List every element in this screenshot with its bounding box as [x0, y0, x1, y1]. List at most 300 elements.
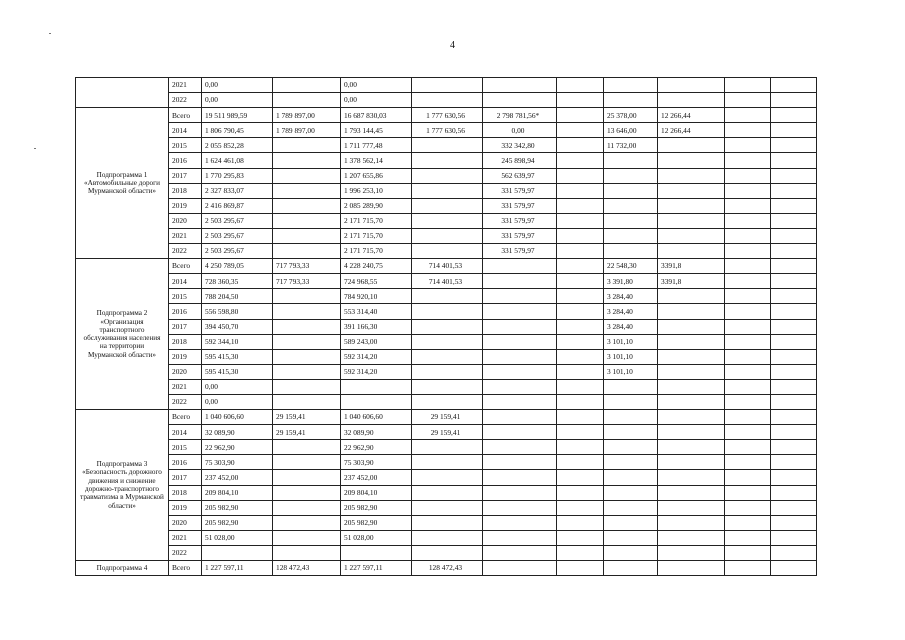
amount-cell	[658, 545, 725, 560]
amount-cell	[483, 485, 557, 500]
amount-cell	[557, 274, 604, 289]
amount-cell: 1 777 630,56	[412, 108, 483, 123]
amount-cell	[771, 561, 817, 576]
amount-cell: 51 028,00	[202, 530, 273, 545]
amount-cell	[725, 319, 771, 334]
amount-cell	[725, 455, 771, 470]
amount-cell	[725, 259, 771, 274]
table-row	[76, 500, 817, 515]
amount-cell: 1 793 144,45	[341, 123, 412, 138]
year-cell: 2021	[169, 228, 202, 243]
amount-cell	[557, 561, 604, 576]
table-row	[76, 108, 817, 123]
amount-cell	[483, 349, 557, 364]
table-row	[76, 228, 817, 243]
amount-cell	[725, 228, 771, 243]
year-cell: 2018	[169, 334, 202, 349]
amount-cell	[483, 274, 557, 289]
amount-cell: 553 314,40	[341, 304, 412, 319]
amount-cell	[725, 379, 771, 394]
amount-cell	[771, 319, 817, 334]
amount-cell: 237 452,00	[341, 470, 412, 485]
amount-cell: 11 732,00	[604, 138, 658, 153]
amount-cell: 0,00	[202, 379, 273, 394]
amount-cell	[771, 289, 817, 304]
amount-cell: 2 171 715,70	[341, 228, 412, 243]
amount-cell	[604, 485, 658, 500]
amount-cell	[771, 455, 817, 470]
amount-cell	[483, 319, 557, 334]
amount-cell	[557, 410, 604, 425]
amount-cell: 1 789 897,00	[273, 123, 341, 138]
amount-cell	[412, 304, 483, 319]
scan-speck	[49, 33, 51, 34]
amount-cell	[412, 530, 483, 545]
amount-cell	[725, 485, 771, 500]
amount-cell	[557, 515, 604, 530]
year-cell: 2017	[169, 319, 202, 334]
amount-cell	[557, 244, 604, 259]
amount-cell: 1 227 597,11	[202, 561, 273, 576]
amount-cell	[412, 244, 483, 259]
amount-cell: 29 159,41	[412, 410, 483, 425]
amount-cell	[483, 259, 557, 274]
amount-cell: 2 503 295,67	[202, 213, 273, 228]
amount-cell: 1 996 253,10	[341, 183, 412, 198]
year-cell: 2016	[169, 304, 202, 319]
amount-cell	[557, 425, 604, 440]
amount-cell	[725, 108, 771, 123]
amount-cell	[273, 440, 341, 455]
amount-cell	[658, 334, 725, 349]
amount-cell: 3 284,40	[604, 289, 658, 304]
amount-cell	[557, 153, 604, 168]
amount-cell	[483, 78, 557, 93]
amount-cell	[483, 334, 557, 349]
amount-cell: 724 968,55	[341, 274, 412, 289]
amount-cell	[771, 440, 817, 455]
amount-cell	[658, 304, 725, 319]
amount-cell	[273, 500, 341, 515]
amount-cell	[725, 244, 771, 259]
amount-cell	[202, 545, 273, 560]
amount-cell: 25 378,00	[604, 108, 658, 123]
amount-cell: 205 982,90	[341, 515, 412, 530]
year-cell: 2018	[169, 183, 202, 198]
amount-cell: 1 378 562,14	[341, 153, 412, 168]
amount-cell	[771, 93, 817, 108]
amount-cell: 205 982,90	[202, 515, 273, 530]
amount-cell	[658, 138, 725, 153]
amount-cell	[604, 440, 658, 455]
amount-cell	[725, 440, 771, 455]
amount-cell: 1 789 897,00	[273, 108, 341, 123]
year-cell: 2021	[169, 530, 202, 545]
amount-cell	[771, 349, 817, 364]
amount-cell	[725, 78, 771, 93]
amount-cell: 3 284,40	[604, 319, 658, 334]
amount-cell	[273, 168, 341, 183]
program-name-cell: Подпрограмма 3 «Безопасность дорожного движения и снижение дорожно-транспортного травматизма в Мурманской области»	[76, 410, 169, 561]
table-row	[76, 319, 817, 334]
amount-cell	[658, 93, 725, 108]
budget-table	[75, 77, 817, 576]
amount-cell	[725, 470, 771, 485]
amount-cell	[771, 545, 817, 560]
amount-cell	[604, 500, 658, 515]
year-cell: 2022	[169, 394, 202, 409]
amount-cell	[557, 319, 604, 334]
amount-cell	[725, 334, 771, 349]
program-name-cell: Подпрограмма 4	[76, 561, 169, 576]
amount-cell: 75 303,90	[202, 455, 273, 470]
amount-cell	[771, 410, 817, 425]
amount-cell	[725, 530, 771, 545]
table-row	[76, 168, 817, 183]
year-cell: 2019	[169, 198, 202, 213]
table-row	[76, 530, 817, 545]
amount-cell: 556 598,80	[202, 304, 273, 319]
amount-cell	[483, 440, 557, 455]
amount-cell	[557, 289, 604, 304]
amount-cell: 0,00	[202, 394, 273, 409]
amount-cell	[273, 349, 341, 364]
amount-cell	[273, 379, 341, 394]
table-row	[76, 78, 817, 93]
amount-cell	[658, 78, 725, 93]
amount-cell	[412, 470, 483, 485]
amount-cell	[658, 319, 725, 334]
year-cell: 2019	[169, 349, 202, 364]
year-cell: 2014	[169, 425, 202, 440]
amount-cell	[725, 561, 771, 576]
amount-cell: 562 639,97	[483, 168, 557, 183]
amount-cell	[483, 410, 557, 425]
amount-cell: 237 452,00	[202, 470, 273, 485]
amount-cell	[557, 364, 604, 379]
amount-cell: 2 503 295,67	[202, 244, 273, 259]
amount-cell	[273, 455, 341, 470]
year-cell: 2014	[169, 274, 202, 289]
amount-cell	[483, 425, 557, 440]
amount-cell	[412, 349, 483, 364]
amount-cell	[483, 455, 557, 470]
page-number: 4	[450, 40, 455, 51]
amount-cell	[557, 379, 604, 394]
amount-cell	[604, 78, 658, 93]
amount-cell	[725, 364, 771, 379]
amount-cell	[557, 108, 604, 123]
amount-cell	[771, 168, 817, 183]
amount-cell	[604, 213, 658, 228]
amount-cell	[604, 515, 658, 530]
year-cell: Всего	[169, 108, 202, 123]
amount-cell: 205 982,90	[341, 500, 412, 515]
amount-cell	[604, 425, 658, 440]
amount-cell	[604, 183, 658, 198]
amount-cell: 4 228 240,75	[341, 259, 412, 274]
amount-cell	[604, 410, 658, 425]
amount-cell	[273, 183, 341, 198]
amount-cell	[412, 394, 483, 409]
amount-cell	[725, 304, 771, 319]
amount-cell: 16 687 830,03	[341, 108, 412, 123]
year-cell: 2016	[169, 153, 202, 168]
amount-cell: 3 284,40	[604, 304, 658, 319]
amount-cell: 245 898,94	[483, 153, 557, 168]
amount-cell	[658, 289, 725, 304]
table-row	[76, 289, 817, 304]
amount-cell: 75 303,90	[341, 455, 412, 470]
amount-cell	[557, 440, 604, 455]
year-cell: 2021	[169, 379, 202, 394]
amount-cell	[273, 515, 341, 530]
amount-cell	[604, 168, 658, 183]
amount-cell	[273, 485, 341, 500]
amount-cell: 29 159,41	[273, 425, 341, 440]
amount-cell: 0,00	[341, 78, 412, 93]
year-cell: 2018	[169, 485, 202, 500]
amount-cell: 714 401,53	[412, 259, 483, 274]
amount-cell	[604, 455, 658, 470]
amount-cell	[771, 153, 817, 168]
amount-cell: 13 646,00	[604, 123, 658, 138]
amount-cell: 589 243,00	[341, 334, 412, 349]
amount-cell	[557, 349, 604, 364]
amount-cell	[483, 530, 557, 545]
amount-cell	[273, 364, 341, 379]
table-row	[76, 561, 817, 576]
budget-table-body	[76, 78, 817, 576]
amount-cell	[604, 93, 658, 108]
table-row	[76, 259, 817, 274]
year-cell: 2015	[169, 289, 202, 304]
amount-cell	[557, 470, 604, 485]
amount-cell	[412, 455, 483, 470]
table-row	[76, 198, 817, 213]
year-cell: 2014	[169, 123, 202, 138]
amount-cell	[557, 123, 604, 138]
amount-cell	[557, 530, 604, 545]
year-cell: 2020	[169, 364, 202, 379]
amount-cell	[658, 515, 725, 530]
amount-cell	[725, 183, 771, 198]
amount-cell	[725, 349, 771, 364]
amount-cell: 3391,8	[658, 259, 725, 274]
amount-cell	[725, 93, 771, 108]
amount-cell	[273, 319, 341, 334]
amount-cell	[658, 530, 725, 545]
amount-cell	[483, 470, 557, 485]
year-cell: 2019	[169, 500, 202, 515]
amount-cell	[557, 259, 604, 274]
amount-cell	[771, 108, 817, 123]
amount-cell	[412, 183, 483, 198]
amount-cell: 2 055 852,28	[202, 138, 273, 153]
amount-cell	[658, 485, 725, 500]
amount-cell	[273, 138, 341, 153]
amount-cell	[604, 470, 658, 485]
table-row	[76, 470, 817, 485]
amount-cell: 714 401,53	[412, 274, 483, 289]
amount-cell	[658, 394, 725, 409]
amount-cell: 717 793,33	[273, 274, 341, 289]
amount-cell	[771, 379, 817, 394]
amount-cell	[412, 485, 483, 500]
amount-cell	[604, 530, 658, 545]
amount-cell	[658, 455, 725, 470]
amount-cell	[771, 228, 817, 243]
amount-cell: 595 415,30	[202, 349, 273, 364]
year-cell: Всего	[169, 259, 202, 274]
amount-cell	[725, 198, 771, 213]
amount-cell	[273, 334, 341, 349]
amount-cell	[557, 213, 604, 228]
amount-cell	[483, 561, 557, 576]
amount-cell: 728 360,35	[202, 274, 273, 289]
amount-cell	[658, 244, 725, 259]
amount-cell: 0,00	[202, 78, 273, 93]
table-row	[76, 394, 817, 409]
amount-cell	[725, 138, 771, 153]
table-row	[76, 425, 817, 440]
amount-cell: 3 101,10	[604, 334, 658, 349]
amount-cell	[483, 304, 557, 319]
scan-speck	[34, 148, 36, 149]
amount-cell: 592 314,20	[341, 349, 412, 364]
table-row	[76, 379, 817, 394]
amount-cell	[725, 123, 771, 138]
amount-cell	[771, 274, 817, 289]
amount-cell	[658, 379, 725, 394]
table-row	[76, 485, 817, 500]
amount-cell	[658, 228, 725, 243]
amount-cell	[273, 153, 341, 168]
amount-cell: 209 804,10	[341, 485, 412, 500]
amount-cell	[557, 78, 604, 93]
amount-cell	[604, 379, 658, 394]
program-name-cell: Подпрограмма 1 «Автомобильные дороги Мурманской области»	[76, 108, 169, 259]
amount-cell: 32 089,90	[341, 425, 412, 440]
amount-cell	[725, 274, 771, 289]
amount-cell	[412, 379, 483, 394]
amount-cell: 391 166,30	[341, 319, 412, 334]
table-row	[76, 455, 817, 470]
amount-cell: 1 806 790,45	[202, 123, 273, 138]
amount-cell	[557, 455, 604, 470]
amount-cell	[725, 289, 771, 304]
amount-cell	[412, 500, 483, 515]
amount-cell: 394 450,70	[202, 319, 273, 334]
year-cell: 2017	[169, 470, 202, 485]
table-row	[76, 93, 817, 108]
amount-cell	[771, 78, 817, 93]
amount-cell: 1 227 597,11	[341, 561, 412, 576]
amount-cell	[658, 349, 725, 364]
amount-cell: 3 391,80	[604, 274, 658, 289]
amount-cell	[273, 244, 341, 259]
amount-cell	[725, 394, 771, 409]
amount-cell	[273, 304, 341, 319]
amount-cell	[658, 440, 725, 455]
amount-cell	[483, 364, 557, 379]
amount-cell	[725, 500, 771, 515]
year-cell: 2015	[169, 138, 202, 153]
year-cell: Всего	[169, 561, 202, 576]
amount-cell: 1 711 777,48	[341, 138, 412, 153]
amount-cell: 4 250 789,05	[202, 259, 273, 274]
amount-cell	[604, 153, 658, 168]
amount-cell	[273, 213, 341, 228]
table-row	[76, 364, 817, 379]
amount-cell: 1 777 630,56	[412, 123, 483, 138]
table-row	[76, 545, 817, 560]
amount-cell	[557, 334, 604, 349]
amount-cell: 2 503 295,67	[202, 228, 273, 243]
amount-cell: 32 089,90	[202, 425, 273, 440]
year-cell: 2020	[169, 515, 202, 530]
amount-cell	[412, 319, 483, 334]
amount-cell	[483, 500, 557, 515]
amount-cell	[771, 123, 817, 138]
amount-cell	[483, 379, 557, 394]
amount-cell	[604, 394, 658, 409]
amount-cell	[771, 485, 817, 500]
amount-cell: 128 472,43	[273, 561, 341, 576]
amount-cell	[412, 515, 483, 530]
amount-cell: 29 159,41	[412, 425, 483, 440]
amount-cell	[273, 530, 341, 545]
amount-cell: 1 770 295,83	[202, 168, 273, 183]
amount-cell	[273, 470, 341, 485]
amount-cell	[483, 545, 557, 560]
amount-cell	[557, 394, 604, 409]
amount-cell	[658, 183, 725, 198]
amount-cell: 205 982,90	[202, 500, 273, 515]
amount-cell	[658, 168, 725, 183]
amount-cell: 1 040 606,60	[341, 410, 412, 425]
amount-cell	[412, 545, 483, 560]
amount-cell	[341, 545, 412, 560]
amount-cell	[771, 198, 817, 213]
amount-cell	[771, 213, 817, 228]
amount-cell	[771, 425, 817, 440]
amount-cell: 331 579,97	[483, 183, 557, 198]
amount-cell	[412, 334, 483, 349]
amount-cell: 22 548,30	[604, 259, 658, 274]
amount-cell: 12 266,44	[658, 123, 725, 138]
amount-cell	[725, 168, 771, 183]
amount-cell: 2 327 833,07	[202, 183, 273, 198]
amount-cell	[412, 440, 483, 455]
amount-cell: 331 579,97	[483, 213, 557, 228]
amount-cell	[483, 93, 557, 108]
amount-cell: 209 804,10	[202, 485, 273, 500]
amount-cell	[412, 93, 483, 108]
amount-cell	[412, 198, 483, 213]
amount-cell	[557, 198, 604, 213]
amount-cell: 0,00	[202, 93, 273, 108]
amount-cell	[412, 228, 483, 243]
amount-cell: 331 579,97	[483, 244, 557, 259]
year-cell: Всего	[169, 410, 202, 425]
year-cell: 2020	[169, 213, 202, 228]
amount-cell	[771, 183, 817, 198]
amount-cell	[557, 228, 604, 243]
amount-cell: 51 028,00	[341, 530, 412, 545]
year-cell: 2015	[169, 440, 202, 455]
amount-cell	[725, 410, 771, 425]
